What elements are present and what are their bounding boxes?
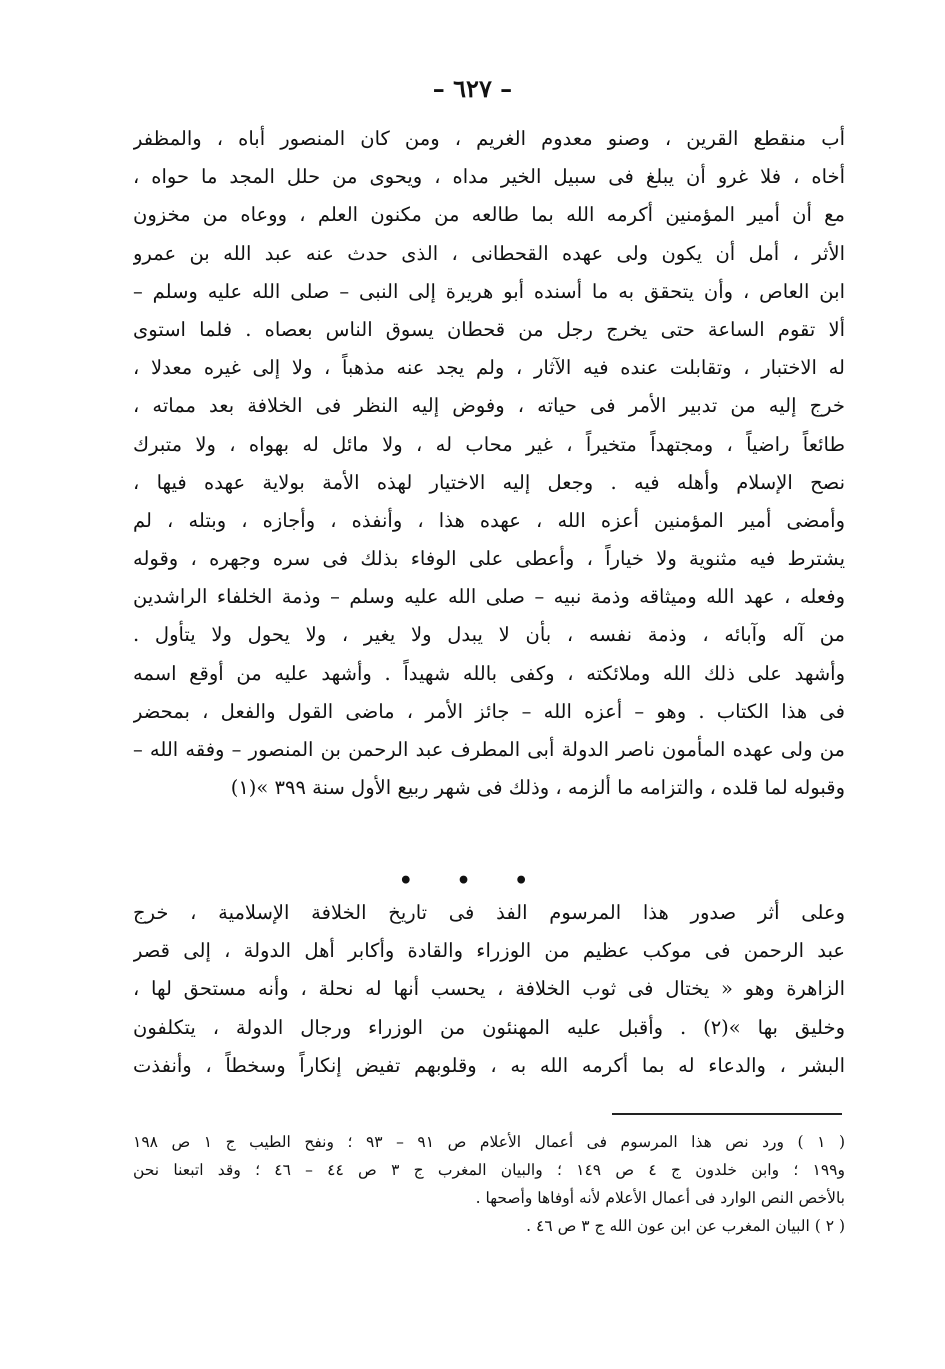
text-line: مع أن أمير المؤمنين أكرمه الله بما طالعه من مكنون العلم ، ووعاه من مخزون (133, 203, 845, 227)
text-line: خرج إليه من تدبير الأمر فى حياته ، وفوض إليه النظر فى الخلافة بعد مماته ، (133, 394, 845, 418)
text-line: ألا تقوم الساعة حتى يخرج رجل من قحطان يسوق الناس بعصاه . فلما استوى (133, 317, 845, 341)
text-line: من آله وآبائه ، وذمة نفسه ، بأن لا يبدل ولا يغير ، ولا يحول ولا يتأول . (133, 623, 845, 647)
text-line: طائعاً راضياً ، ومجتهداً متخيراً ، غير محاب له ، ولا مائل له بهواه ، ولا متبرك (133, 432, 845, 456)
text-line: وأمضى أمير المؤمنين أعزه الله ، عهده هذا ، وأنفذه ، وأجازه ، وبتله ، لم (133, 508, 845, 532)
footnote-line: و١٩٩ ؛ وابن خلدون ج ٤ ص ١٤٩ ؛ والبيان المغرب ج ٣ ص ٤٤ – ٤٦ ؛ وقد اتبعنا نحن (133, 1161, 845, 1179)
text-line: وخليق بها »(٢) . وأقبل عليه المهنئون من الوزراء ورجال الدولة ، يتكلفون (133, 1015, 845, 1039)
footnote-line: ( ٢ ) البيان المغرب عن ابن عون الله ج ٣ ص ٤٦ . (526, 1217, 845, 1235)
text-line: نصح الإسلام وأهله فيه . وجعل إليه الاختيار لهذه الأمة بولاية عهده فيها ، (133, 470, 845, 494)
text-line: وأشهد على ذلك الله وملائكته ، وكفى بالله شهيداً . وأشهد عليه من أوقع اسمه (133, 661, 845, 685)
text-line: عبد الرحمن فى موكب عظيم من الوزراء والقادة وأكابر أهل الدولة ، إلى قصر (133, 939, 845, 963)
text-line: البشر ، والدعاء له بما أكرمه الله به ، وقلوبهم تفيض إنكاراً وسخطاً ، وأنفذت (133, 1053, 845, 1077)
text-line: فى هذا الكتاب . وهو – أعزه الله – جائز الأمر ، ماضى القول والفعل ، بمحضر (133, 699, 845, 723)
text-line: أب منقطع القرين ، وصنو معدوم الغريم ، ومن كان المنصور أباه ، والمظفر (133, 127, 845, 150)
text-line: الزاهرة وهو « يختال فى ثوب الخلافة ، يحسب أنها له نحلة ، وأنه مستحق لها ، (133, 977, 845, 1001)
text-line: وقبوله لما قلده ، والتزامه ما ألزمه ، وذلك فى شهر ربيع الأول سنة ٣٩٩ »(١) (230, 776, 845, 800)
section-separator: • • • (398, 868, 547, 894)
text-line: ابن العاص ، وأن يتحقق به ما أسنده أبو هريرة إلى النبى – صلى الله عليه وسلم – (133, 279, 845, 303)
text-line: الأثر ، أمل أن يكون ولى عهده القحطانى ، الذى حدث عنه عبد الله بن عمرو (133, 241, 845, 265)
text-line: وعلى أثر صدور هذا المرسوم الفذ فى تاريخ الخلافة الإسلامية ، خرج (133, 901, 845, 924)
footnote-line: ( ١ ) ورد نص هذا المرسوم فى أعمال الأعلام ص ٩١ – ٩٣ ؛ ونفح الطيب ج ١ ص ١٩٨ (133, 1133, 845, 1151)
footnote-line: بالأخص النص الوارد فى أعمال الأعلام لأنه أوفاها وأصحها . (475, 1189, 845, 1207)
text-line: يشترط فيه مثنوية ولا خياراً ، وأعطى على الوفاء بذلك فى سره وجهره ، وقوله (133, 547, 845, 571)
text-line: من ولى عهده المأمون ناصر الدولة أبى المطرف عبد الرحمن بن المنصور – وفقه الله – (133, 738, 845, 761)
second-paragraph (133, 894, 845, 1085)
footnotes (133, 1128, 845, 1240)
text-line: وفعله ، عهد الله وميثاقه وذمة نبيه – صلى الله عليه وسلم – وذمة الخلفاء الراشدين (133, 585, 845, 609)
text-line: أخاه ، فلا غرو أن يبلغ فى سبيل الخير مداه ، ويحوى من حلل المجد ما حواه ، (133, 165, 845, 189)
main-paragraph (133, 120, 845, 807)
text-line: له الاختبار ، وتقابلت عنده فيه الآثار ، ولم يجد عنه مذهباً ، ولا إلى غيره معدلا ، (133, 356, 845, 380)
page-number: – ٦٢٧ – (432, 74, 513, 103)
footnote-divider (612, 1113, 842, 1115)
